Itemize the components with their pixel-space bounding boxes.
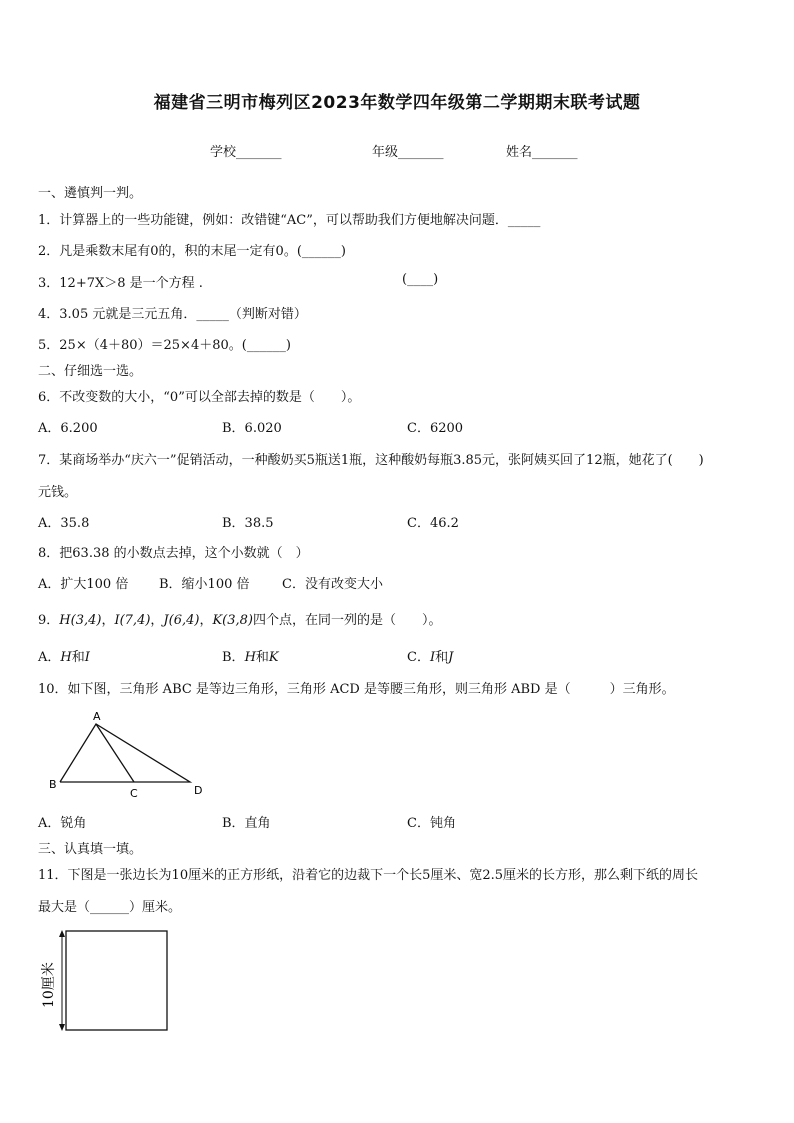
triangle-abd [60, 724, 190, 782]
q9-point-j: J(6,4) [163, 613, 200, 628]
page-title: 福建省三明市梅列区2023年数学四年级第二学期期末联考试题 [153, 93, 641, 113]
section-heading-2: 二、仔细选一选。 [38, 364, 143, 379]
q9-separator: ， [150, 613, 164, 628]
q9-separator: ， [199, 613, 213, 628]
question-8: 8．把63.38 的小数点去掉，这个小数就（ ） [38, 546, 309, 561]
segment-ac [96, 724, 134, 782]
label-b: B [49, 778, 57, 791]
square-figure [36, 926, 176, 1036]
question-6: 6．不改变数的大小，“0”可以全部去掉的数是（ ）。 [38, 390, 361, 405]
school-field: 学校_______ [210, 145, 282, 160]
question-3-blank: (____) [402, 272, 439, 287]
question-2: 2．凡是乘数末尾有0的，积的末尾一定有0。(______) [38, 244, 346, 259]
section-heading-3: 三、认真填一填。 [38, 842, 143, 857]
q6-option-c: C．6200 [407, 421, 464, 436]
label-d: D [194, 784, 203, 797]
square-paper [66, 931, 167, 1030]
q8-option-c: C．没有改变大小 [282, 577, 383, 592]
q8-option-a: A．扩大100 倍 [38, 577, 129, 592]
q9-point-h: H(3,4) [59, 613, 102, 628]
question-7: 7．某商场举办“庆六一”促销活动，一种酸奶买5瓶送1瓶，这种酸奶每瓶3.85元，张阿姨买回了12瓶，她花了( ) [38, 453, 704, 468]
arrow-bottom [59, 1024, 65, 1031]
dimension-label: 10厘米 [41, 962, 57, 1008]
q6-option-b: B．6.020 [222, 421, 282, 436]
q9-point-i: I(7,4) [114, 613, 151, 628]
q7-option-a: A．35.8 [38, 516, 90, 531]
q9-option-b: B．H和K [222, 650, 279, 665]
question-5: 5．25×（4＋80）＝25×4＋80。(______) [38, 338, 291, 353]
q10-option-c: C．钝角 [407, 816, 456, 831]
label-a: A [93, 710, 101, 723]
q9-option-c: C．I和J [407, 650, 454, 665]
question-7-continued: 元钱。 [38, 485, 78, 500]
label-c: C [130, 787, 138, 800]
question-3: 3．12+7X＞8 是一个方程 . [38, 276, 203, 291]
q10-option-a: A．锐角 [38, 816, 87, 831]
q9-number: 9． [38, 613, 60, 628]
section-heading-1: 一、遴慎判一判。 [38, 186, 143, 201]
arrow-top [59, 930, 65, 937]
question-11-continued: 最大是（______）厘米。 [38, 900, 182, 915]
q8-option-b: B．缩小100 倍 [159, 577, 250, 592]
question-10: 10．如下图，三角形 ABC 是等边三角形，三角形 ACD 是等腰三角形，则三角形 ABD 是（ ）三角形。 [38, 682, 675, 697]
question-9 [38, 609, 442, 628]
question-4: 4．3.05 元就是三元五角．_____（判断对错） [38, 307, 307, 322]
name-field: 姓名_______ [506, 145, 578, 160]
q9-option-a: A．H和I [38, 650, 90, 665]
q9-tail: 四个点，在同一列的是（ ）。 [253, 613, 442, 628]
q7-option-b: B．38.5 [222, 516, 274, 531]
q9-point-k: K(3,8) [212, 613, 253, 628]
question-1: 1．计算器上的一些功能键，例如：改错键“AC”，可以帮助我们方便地解决问题．_____ [38, 213, 541, 228]
q9-separator: ， [101, 613, 115, 628]
q7-option-c: C．46.2 [407, 516, 459, 531]
q6-option-a: A．6.200 [38, 421, 98, 436]
triangle-figure [44, 706, 214, 802]
question-11: 11．下图是一张边长为10厘米的正方形纸，沿着它的边裁下一个长5厘米、宽2.5厘米的长方形，那么剩下纸的周长 [38, 868, 699, 883]
grade-field: 年级_______ [372, 145, 444, 160]
q10-option-b: B．直角 [222, 816, 271, 831]
